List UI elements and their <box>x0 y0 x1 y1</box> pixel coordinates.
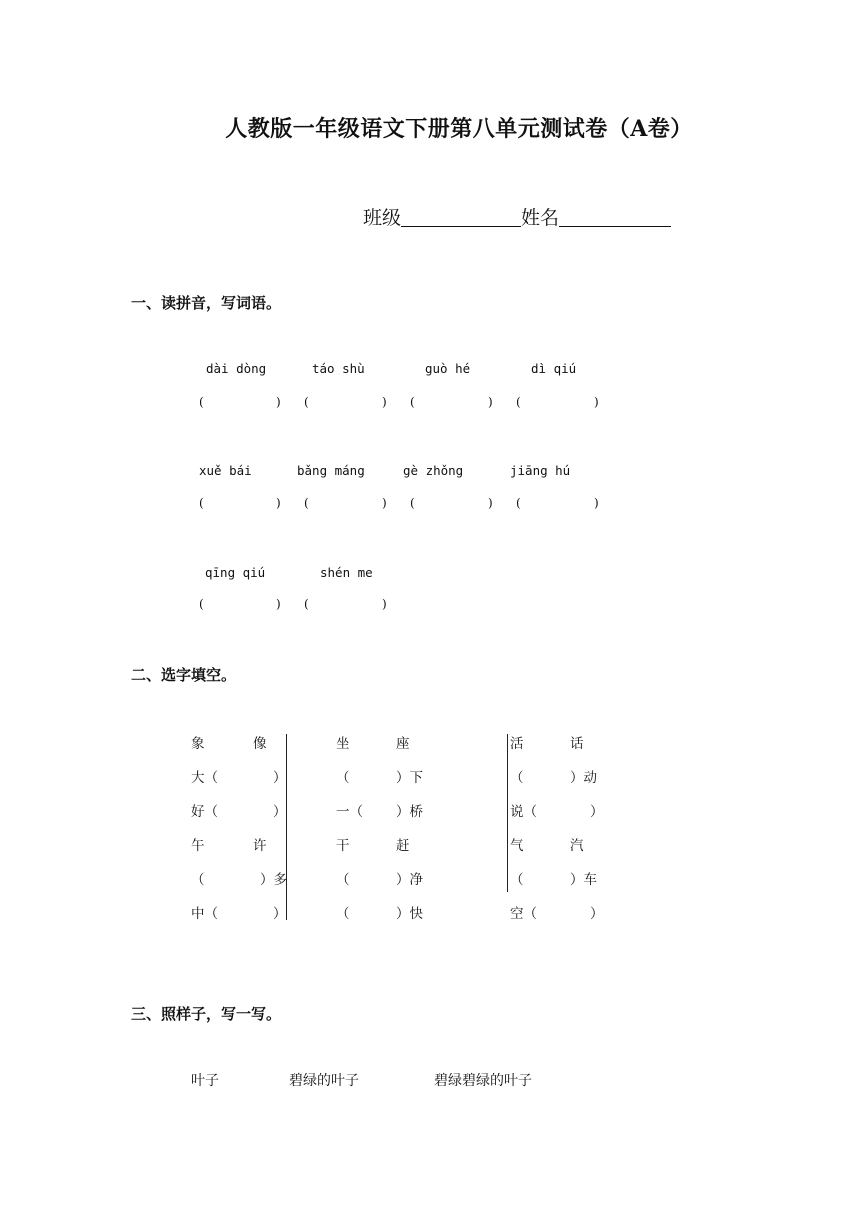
fill-prefix: 空（ <box>510 906 537 922</box>
section2-heading: 二、选字填空。 <box>131 666 237 684</box>
choice-char: 坐 <box>336 736 350 752</box>
fill-suffix: ）桥 <box>396 804 423 820</box>
example-word: 叶子 <box>191 1073 219 1089</box>
fill-suffix: ） <box>273 770 287 786</box>
fill-suffix: ）动 <box>570 770 597 786</box>
fill-prefix: （ <box>336 770 350 786</box>
fill-prefix: （ <box>510 872 524 888</box>
answer-paren-open: ( <box>199 395 204 409</box>
answer-paren-open: ( <box>199 597 204 611</box>
fill-prefix: （ <box>336 872 350 888</box>
divider-line <box>507 734 508 892</box>
answer-paren-close: ) <box>594 496 599 510</box>
fill-suffix: ）下 <box>396 770 423 786</box>
example-phrase-extended: 碧绿碧绿的叶子 <box>434 1073 532 1089</box>
student-info <box>363 203 671 230</box>
pinyin-item: bǎng máng <box>297 463 365 478</box>
name-label: 姓名 <box>521 207 560 229</box>
answer-paren-open: ( <box>410 496 415 510</box>
pinyin-item: guò hé <box>425 361 471 376</box>
answer-paren-close: ) <box>382 395 387 409</box>
fill-suffix: ）快 <box>396 906 423 922</box>
pinyin-item: jiāng hú <box>510 463 571 478</box>
answer-paren-open: ( <box>516 395 521 409</box>
answer-paren-open: ( <box>304 496 309 510</box>
choice-char: 午 <box>191 838 205 854</box>
fill-prefix: 一（ <box>336 804 363 820</box>
fill-suffix: ）多 <box>260 872 287 888</box>
choice-char: 象 <box>191 736 205 752</box>
pinyin-item: qīng qiú <box>205 565 266 580</box>
pinyin-item: dài dòng <box>206 361 267 376</box>
fill-prefix: 好（ <box>191 804 218 820</box>
fill-prefix: 大（ <box>191 770 218 786</box>
page-title: 人教版一年级语文下册第八单元测试卷（A卷） <box>225 116 693 142</box>
choice-char: 气 <box>510 838 524 854</box>
fill-prefix: （ <box>191 872 205 888</box>
pinyin-item: shén me <box>320 565 373 580</box>
choice-char: 干 <box>336 838 350 854</box>
choice-char: 像 <box>253 736 267 752</box>
choice-char: 座 <box>396 736 410 752</box>
section3-heading: 三、照样子，写一写。 <box>131 1005 282 1023</box>
answer-paren-open: ( <box>410 395 415 409</box>
answer-paren-open: ( <box>304 395 309 409</box>
answer-paren-close: ) <box>276 395 281 409</box>
fill-prefix: （ <box>510 770 524 786</box>
fill-prefix: （ <box>336 906 350 922</box>
fill-suffix: ） <box>590 906 604 922</box>
choice-char: 活 <box>510 736 524 752</box>
pinyin-item: táo shù <box>312 361 365 376</box>
answer-paren-close: ) <box>276 496 281 510</box>
fill-prefix: 中（ <box>191 906 218 922</box>
answer-paren-close: ) <box>488 496 493 510</box>
choice-char: 许 <box>253 838 267 854</box>
pinyin-item: xuě bái <box>199 463 252 478</box>
class-label: 班级 <box>363 207 402 229</box>
example-phrase: 碧绿的叶子 <box>289 1073 359 1089</box>
choice-char: 话 <box>570 736 584 752</box>
answer-paren-close: ) <box>276 597 281 611</box>
fill-suffix: ）净 <box>396 872 423 888</box>
answer-paren-close: ) <box>594 395 599 409</box>
class-blank[interactable] <box>401 208 521 227</box>
fill-suffix: ） <box>590 804 604 820</box>
answer-paren-open: ( <box>199 496 204 510</box>
name-blank[interactable] <box>559 208 671 227</box>
divider-line <box>286 734 287 920</box>
answer-paren-close: ) <box>382 496 387 510</box>
fill-suffix: ） <box>273 804 287 820</box>
fill-suffix: ）车 <box>570 872 597 888</box>
choice-char: 汽 <box>570 838 584 854</box>
answer-paren-close: ) <box>488 395 493 409</box>
pinyin-item: dì qiú <box>531 361 577 376</box>
fill-prefix: 说（ <box>510 804 537 820</box>
section1-heading: 一、读拼音，写词语。 <box>131 294 282 312</box>
pinyin-item: gè zhǒng <box>403 463 464 478</box>
answer-paren-open: ( <box>304 597 309 611</box>
fill-suffix: ） <box>273 906 287 922</box>
choice-char: 赶 <box>396 838 410 854</box>
answer-paren-open: ( <box>516 496 521 510</box>
answer-paren-close: ) <box>382 597 387 611</box>
